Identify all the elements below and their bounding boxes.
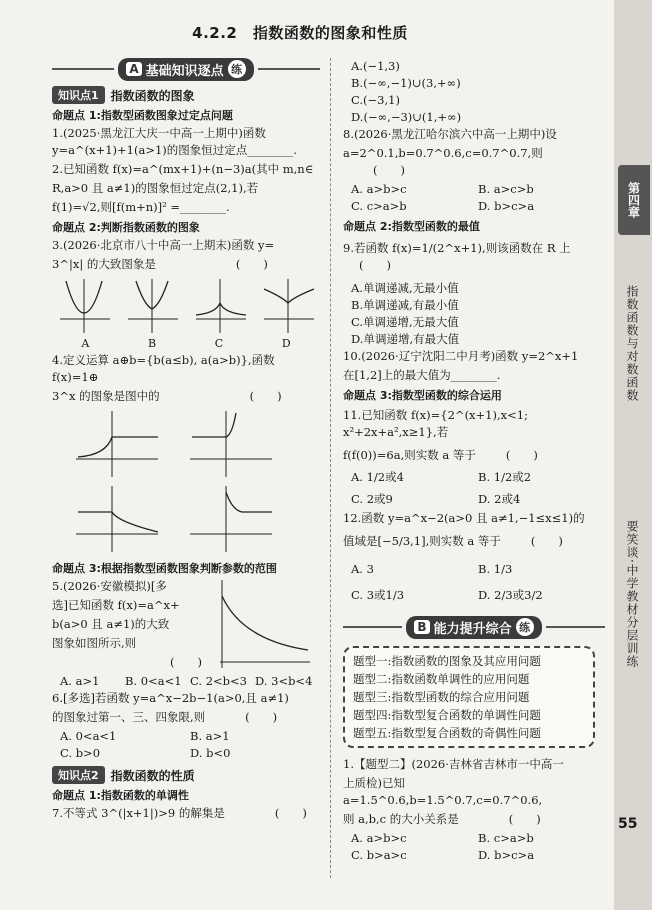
q7-option-c: C.(−3,1) (351, 93, 400, 107)
question-2b: R,a>0 且 a≠1)的图象恒过定点(2,1),若 (52, 181, 259, 195)
chapter-tab: 第四章 (618, 165, 650, 235)
column-divider (330, 58, 331, 878)
question-b1c (343, 811, 605, 828)
type-1: 题型一:指数函数的图象及其应用问题 (353, 654, 541, 668)
question-12b (343, 533, 605, 550)
q9-options (343, 280, 605, 348)
graph-5 (212, 578, 312, 670)
qb1-option-b: B. c>a>b (478, 831, 534, 845)
section-b-letter: B (414, 620, 429, 634)
question-12a: 12.函数 y=a^x−2(a>0 且 a≠1,−1≤x≤1)的 (343, 511, 585, 525)
question-4b-text: 3^x 的图象是图中的 (52, 389, 160, 403)
question-b1c-text: 则 a,b,c 的大小关系是 (343, 812, 459, 826)
section-a-banner (52, 58, 320, 80)
answer-paren-5: ( ) (170, 655, 202, 669)
question-9-text: 9.若函数 f(x)=1/(2^x+1),则该函数在 R 上 (343, 241, 571, 255)
q6-option-b: B. a>1 (190, 729, 230, 743)
question-type-box (343, 646, 595, 748)
q6-option-d: D. b<0 (190, 746, 231, 760)
topic-6: 命题点 3:指数型函数的综合运用 (343, 389, 502, 402)
q12-option-b: B. 1/3 (478, 562, 513, 576)
answer-paren-3: ( ) (235, 257, 268, 271)
question-7-text: 7.不等式 3^(|x+1|)>9 的解集是 (52, 806, 225, 820)
qb1-options (343, 830, 605, 864)
answer-paren-6: ( ) (245, 710, 278, 724)
topic-5: 命题点 2:指数型函数的最值 (343, 220, 480, 233)
kp2-tag: 知识点2 (52, 766, 105, 784)
question-6b-text: 的图象过第一、三、四象限,则 (52, 710, 206, 724)
question-1: 1.(2025·黑龙江大庆一中高一上期中)函数 y=a^(x+1)+1(a>1)的图象恒过定点________. (52, 126, 297, 157)
q12-option-a: A. 3 (351, 562, 374, 576)
question-8b-text: a=2^0.1,b=0.7^0.6,c=0.7^0.7,则 (343, 146, 543, 160)
answer-paren-11: ( ) (505, 448, 538, 462)
q8-option-d: D. b>c>a (478, 199, 535, 213)
q9-option-a: A.单调递减,无最小值 (351, 281, 459, 295)
label-c: C (214, 337, 224, 350)
q5-option-d: D. 3<b<4 (255, 674, 313, 688)
qb1-option-a: A. a>b>c (351, 831, 407, 845)
question-9 (343, 240, 605, 274)
question-b1a: 1.【题型二】(2026·吉林省吉林市一中高一 (343, 757, 564, 771)
q11-option-a: A. 1/2或4 (351, 470, 404, 484)
q8-options (343, 181, 605, 215)
section-b-banner (343, 616, 605, 638)
question-6b (52, 709, 320, 726)
q9-option-d: D.单调递增,有最大值 (351, 332, 460, 346)
answer-paren-12: ( ) (530, 534, 563, 548)
topic-2: 命题点 2:判断指数函数的图象 (52, 221, 200, 234)
q7-options (343, 58, 605, 126)
kp2-title: 指数函数的性质 (110, 768, 195, 783)
q11-options (343, 466, 605, 510)
q6-option-a: A. 0<a<1 (60, 729, 117, 743)
right-column (343, 58, 605, 864)
type-4: 题型四:指数型复合函数的单调性问题 (353, 708, 541, 722)
question-11b (343, 447, 605, 464)
question-2c: f(1)=√2,则[f(m+n)]² =________. (52, 200, 230, 214)
q9-option-b: B.单调递减,有最小值 (351, 298, 459, 312)
question-11b-text: f(f(0))=6a,则实数 a 等于 (343, 448, 476, 462)
topic-4: 命题点 1:指数函数的单调性 (52, 789, 189, 802)
q7-option-d: D.(−∞,−3)∪(1,+∞) (351, 110, 462, 124)
series-title: 要笑谈·中学教材分层训练 (625, 520, 639, 668)
q5-option-c: C. 2<b<3 (190, 674, 247, 688)
knowledge-point-1 (52, 86, 320, 104)
type-2: 题型二:指数函数单调性的应用问题 (353, 672, 530, 686)
q4-graphs (52, 407, 320, 557)
q7-option-b: B.(−∞,−1)∪(3,+∞) (351, 76, 461, 90)
section-a-badge: 练 (228, 60, 246, 78)
answer-paren-b1: ( ) (508, 812, 541, 826)
left-column (52, 58, 320, 824)
question-8a: 8.(2026·黑龙江哈尔滨六中高一上期中)设 (343, 127, 557, 141)
q8-option-c: C. c>a>b (351, 199, 407, 213)
kp1-tag: 知识点1 (52, 86, 105, 104)
type-5: 题型五:指数型复合函数的奇偶性问题 (353, 726, 541, 740)
question-6a: 6.[多选]若函数 y=a^x−2b−1(a>0,且 a≠1) (52, 691, 289, 705)
question-8b (343, 145, 605, 179)
question-5c: b(a>0 且 a≠1)的大致 (52, 617, 170, 631)
graph-4b (186, 407, 276, 479)
page-number: 55 (618, 816, 638, 832)
question-b1b: 上质检)已知 a=1.5^0.6,b=1.5^0.7,c=0.7^0.6, (343, 776, 543, 807)
label-a: A (81, 337, 90, 350)
section-b-badge: 练 (516, 618, 534, 636)
page-title: 4.2.2 指数函数的图象和性质 (192, 24, 408, 42)
question-7 (52, 805, 320, 822)
label-d: D (281, 337, 291, 350)
q11-option-d: D. 2或4 (478, 492, 521, 506)
topic-1: 命题点 1:指数型函数图象过定点问题 (52, 109, 233, 122)
answer-paren-7: ( ) (274, 806, 307, 820)
question-12b-text: 值域是[−5/3,1],则实数 a 等于 (343, 534, 501, 548)
q5-option-b: B. 0<a<1 (125, 674, 182, 688)
q8-option-a: A. a>b>c (351, 182, 407, 196)
graph-3a (56, 275, 112, 335)
q12-options (343, 556, 605, 608)
q6-options (52, 728, 320, 762)
section-b-label: 能力提升综合 (433, 621, 512, 637)
q11-option-c: C. 2或9 (351, 492, 393, 506)
question-5a: 5.(2026·安徽模拟)[多 (52, 579, 167, 593)
q3-labels (52, 337, 320, 350)
question-10b: 在[1,2]上的最大值为________. (343, 368, 501, 382)
q12-option-c: C. 3或1/3 (351, 588, 405, 602)
graph-4a (72, 407, 162, 479)
knowledge-point-2 (52, 766, 320, 784)
q9-option-c: C.单调递增,无最大值 (351, 315, 459, 329)
question-2a: 2.已知函数 f(x)=a^(mx+1)+(n−3)a(其中 m,n∈ (52, 162, 314, 176)
answer-paren-8: ( ) (373, 163, 405, 177)
q5-options (52, 673, 320, 690)
q3-graphs (52, 275, 320, 337)
question-4a: 4.定义运算 a⊕b={b(a≤b), a(a>b)},函数 f(x)=1⊕ (52, 353, 275, 384)
type-3: 题型三:指数型函数的综合应用问题 (353, 690, 530, 704)
q6-option-c: C. b>0 (60, 746, 101, 760)
side-strip (614, 0, 652, 910)
q7-option-a: A.(−1,3) (351, 59, 400, 73)
chapter-title: 指数函数与对数函数 (625, 285, 639, 402)
q11-option-b: B. 1/2或2 (478, 470, 532, 484)
question-4b (52, 388, 320, 405)
graph-4c (72, 482, 162, 554)
graph-4d (186, 482, 276, 554)
question-3a: 3.(2026·北京市八十中高一上期末)函数 y= (52, 238, 275, 252)
question-3b-text: 3^|x| 的大致图象是 (52, 257, 156, 271)
question-5b: 选]已知函数 f(x)=a^x+ (52, 598, 180, 612)
label-b: B (147, 337, 157, 350)
question-5 (52, 578, 320, 673)
question-3b (52, 256, 320, 273)
graph-3b (124, 275, 180, 335)
graph-3d (260, 275, 316, 335)
q8-option-b: B. a>c>b (478, 182, 534, 196)
section-a-label: 基础知识逐点 (145, 63, 224, 79)
topic-3: 命题点 3:根据指数型函数图象判断参数的范围 (52, 562, 277, 575)
question-5d: 图象如图所示,则 (52, 636, 137, 650)
graph-3c (192, 275, 248, 335)
question-10a: 10.(2026·辽宁沈阳二中月考)函数 y=2^x+1 (343, 349, 579, 363)
section-a-letter: A (126, 62, 141, 76)
question-11a: 11.已知函数 f(x)={2^(x+1),x<1; x²+2x+a²,x≥1},若 (343, 408, 528, 439)
q5-option-a: A. a>1 (60, 674, 100, 688)
kp1-title: 指数函数的图象 (110, 88, 195, 103)
q12-option-d: D. 2/3或3/2 (478, 588, 543, 602)
answer-paren-4: ( ) (249, 389, 282, 403)
qb1-option-c: C. b>a>c (351, 848, 407, 862)
qb1-option-d: D. b>c>a (478, 848, 535, 862)
answer-paren-9: ( ) (359, 258, 391, 272)
